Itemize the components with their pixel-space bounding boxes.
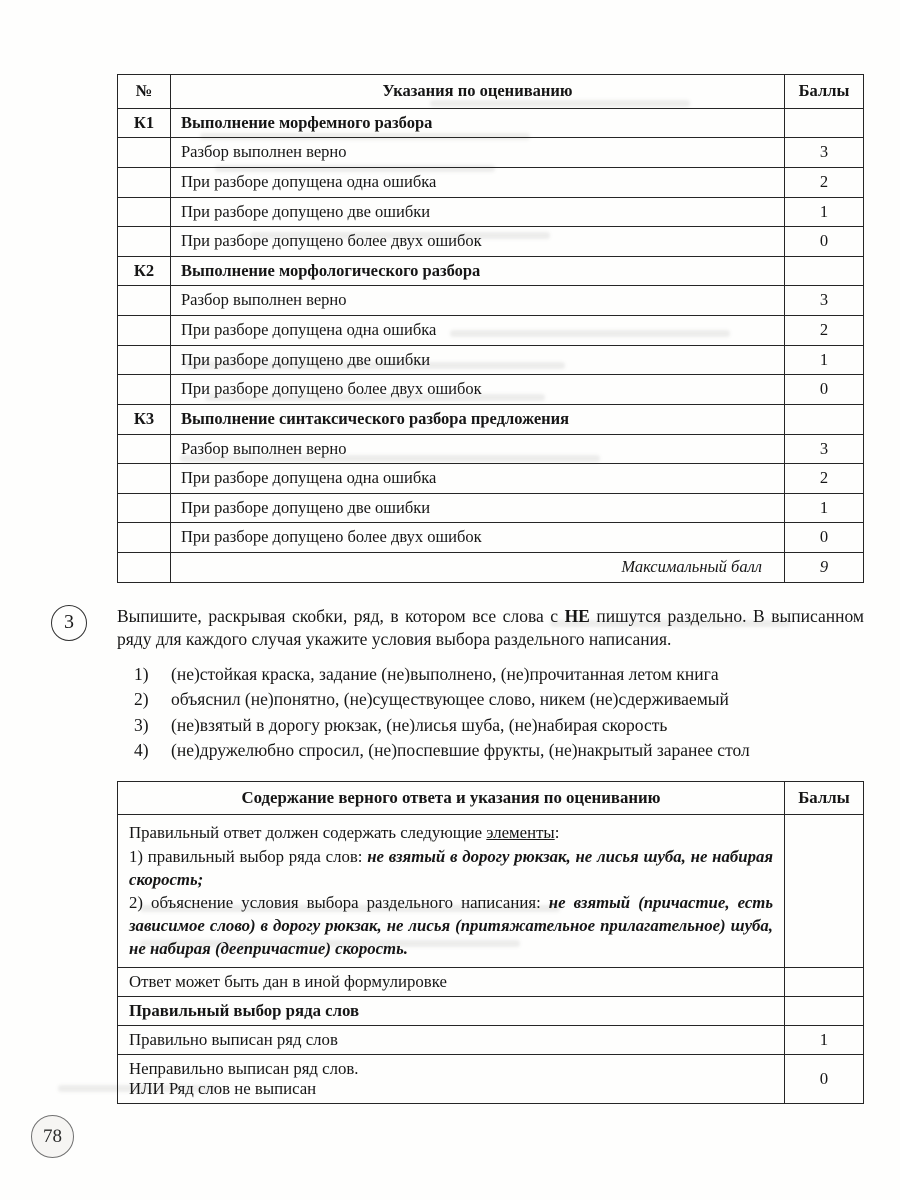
- option-item: [117, 687, 864, 712]
- option-item: [117, 713, 864, 738]
- section-title-row-k3: [118, 404, 864, 434]
- max-score-row: [118, 553, 864, 583]
- page-number: 78: [43, 1125, 62, 1147]
- answer-item-2-value: не взятый (причастие, есть зависимое слово) в дорогу рюкзак, не лисья (притяжательное прилагательное) шуба, не набирая (деепричастие) скорость.: [129, 892, 773, 959]
- task-3: [64, 605, 864, 764]
- option-number: 1): [134, 663, 149, 684]
- answer-item-1: [129, 845, 773, 891]
- score-text: При разборе допущена одна ошибка: [171, 167, 785, 197]
- score-row: [118, 138, 864, 168]
- option-number: 2): [134, 689, 149, 710]
- score-row: [118, 345, 864, 375]
- page-content: [64, 74, 864, 1104]
- score-text: Разбор выполнен верно: [171, 138, 785, 168]
- score-text: При разборе допущено более двух ошибок: [171, 227, 785, 257]
- answer-points-empty: [785, 815, 864, 968]
- answer-header-row: [118, 782, 864, 815]
- score-text: При разборе допущено две ошибки: [171, 197, 785, 227]
- criterion-code: К1: [118, 108, 171, 138]
- criteria-subheader: Правильный выбор ряда слов: [118, 997, 785, 1026]
- section-title-row-k1: [118, 108, 864, 138]
- score-text: Правильно выписан ряд слов: [118, 1026, 785, 1055]
- score-points: 2: [785, 167, 864, 197]
- criterion-points-empty: [785, 404, 864, 434]
- answer-note-row: [118, 968, 864, 997]
- score-text-line2: ИЛИ Ряд слов не выписан: [129, 1079, 317, 1099]
- score-row: [118, 316, 864, 346]
- score-points: 0: [785, 1055, 864, 1104]
- score-text: При разборе допущено более двух ошибок: [171, 375, 785, 405]
- answer-item-1-value: не взятый в дорогу рюкзак, не лисья шуба, не набирая скорость;: [129, 846, 774, 889]
- task-instruction-text: пишутся раздельно. В выписанном ряду для каждого случая укажите условия выбора раздельного написания.: [117, 605, 864, 650]
- answer-header-criteria: Содержание верного ответа и указания по оцениванию: [118, 782, 785, 815]
- score-points: 0: [785, 227, 864, 257]
- score-row: [118, 375, 864, 405]
- score-points: 3: [785, 286, 864, 316]
- task-instruction-text: Выпишите, раскрывая скобки, ряд, в котором все слова с: [117, 605, 565, 626]
- page-number-badge: [31, 1115, 74, 1158]
- score-points: 3: [785, 434, 864, 464]
- task-instruction-emphasis: НЕ: [564, 605, 590, 626]
- score-points: 1: [785, 345, 864, 375]
- header-cell-num: №: [118, 75, 171, 109]
- score-points: 1: [785, 197, 864, 227]
- scoring-table: [117, 74, 864, 583]
- max-score-label: Максимальный балл: [171, 553, 785, 583]
- scoring-header-row: [118, 75, 864, 109]
- option-text: (не)стойкая краска, задание (не)выполнено, (не)прочитанная летом книга: [171, 663, 719, 684]
- score-text-line1: Неправильно выписан ряд слов.: [129, 1059, 359, 1079]
- option-item: [117, 738, 864, 763]
- score-points: 2: [785, 316, 864, 346]
- score-row: [118, 167, 864, 197]
- option-text: (не)дружелюбно спросил, (не)поспевшие фрукты, (не)накрытый заранее стол: [171, 740, 750, 760]
- option-item: [117, 662, 864, 687]
- criterion-title: Выполнение морфемного разбора: [171, 108, 785, 138]
- task-instruction: [117, 605, 864, 652]
- answer-item-1-label: 1) правильный выбор ряда слов:: [129, 846, 368, 866]
- score-text: При разборе допущена одна ошибка: [171, 316, 785, 346]
- criterion-code: К2: [118, 256, 171, 286]
- score-text: Разбор выполнен верно: [171, 434, 785, 464]
- answer-lead: [129, 821, 773, 844]
- answer-lead-text: :: [554, 823, 560, 843]
- score-points: 2: [785, 464, 864, 494]
- correct-answer-row: [118, 815, 864, 968]
- score-row: [118, 493, 864, 523]
- score-row-correct: [118, 1026, 864, 1055]
- score-text: При разборе допущено две ошибки: [171, 493, 785, 523]
- score-row: [118, 227, 864, 257]
- answer-item-2-label: 2) объяснение условия выбора раздельного написания:: [129, 892, 549, 912]
- option-number: 3): [134, 714, 149, 735]
- score-text: Разбор выполнен верно: [171, 286, 785, 316]
- score-text: При разборе допущена одна ошибка: [171, 464, 785, 494]
- answer-item-2: [129, 891, 773, 961]
- option-number: 4): [134, 740, 149, 760]
- header-cell-points: Баллы: [785, 75, 864, 109]
- options-list: [117, 662, 864, 764]
- score-row-incorrect: [118, 1055, 864, 1104]
- section-title-row-k2: [118, 256, 864, 286]
- score-row: [118, 464, 864, 494]
- task-number-badge: [51, 605, 87, 641]
- score-points: 1: [785, 1026, 864, 1055]
- criteria-subheader-row: [118, 997, 864, 1026]
- score-points: 0: [785, 523, 864, 553]
- score-points: 0: [785, 375, 864, 405]
- score-row: [118, 286, 864, 316]
- score-points: 1: [785, 493, 864, 523]
- criterion-code: К3: [118, 404, 171, 434]
- score-row: [118, 197, 864, 227]
- option-text: (не)взятый в дорогу рюкзак, (не)лисья шуба, (не)набирая скорость: [171, 714, 668, 735]
- answer-note: Ответ может быть дан в иной формулировке: [118, 968, 785, 997]
- criterion-title: Выполнение морфологического разбора: [171, 256, 785, 286]
- answer-header-points: Баллы: [785, 782, 864, 815]
- correct-answer-cell: [118, 815, 785, 968]
- option-text: объяснил (не)понятно, (не)существующее слово, никем (не)сдерживаемый: [171, 689, 729, 710]
- score-text: При разборе допущено более двух ошибок: [171, 523, 785, 553]
- score-row: [118, 434, 864, 464]
- answer-lead-underlined: элементы: [486, 823, 555, 843]
- score-row: [118, 523, 864, 553]
- max-score-value: 9: [785, 553, 864, 583]
- task-number: 3: [64, 611, 74, 634]
- criterion-title: Выполнение синтаксического разбора предложения: [171, 404, 785, 434]
- score-text: При разборе допущено две ошибки: [171, 345, 785, 375]
- score-text: [118, 1055, 785, 1104]
- score-points: 3: [785, 138, 864, 168]
- answer-lead-text: Правильный ответ должен содержать следующие: [129, 823, 487, 843]
- criterion-points-empty: [785, 108, 864, 138]
- header-cell-criteria: Указания по оцениванию: [171, 75, 785, 109]
- criterion-points-empty: [785, 256, 864, 286]
- answer-table: [117, 781, 864, 1104]
